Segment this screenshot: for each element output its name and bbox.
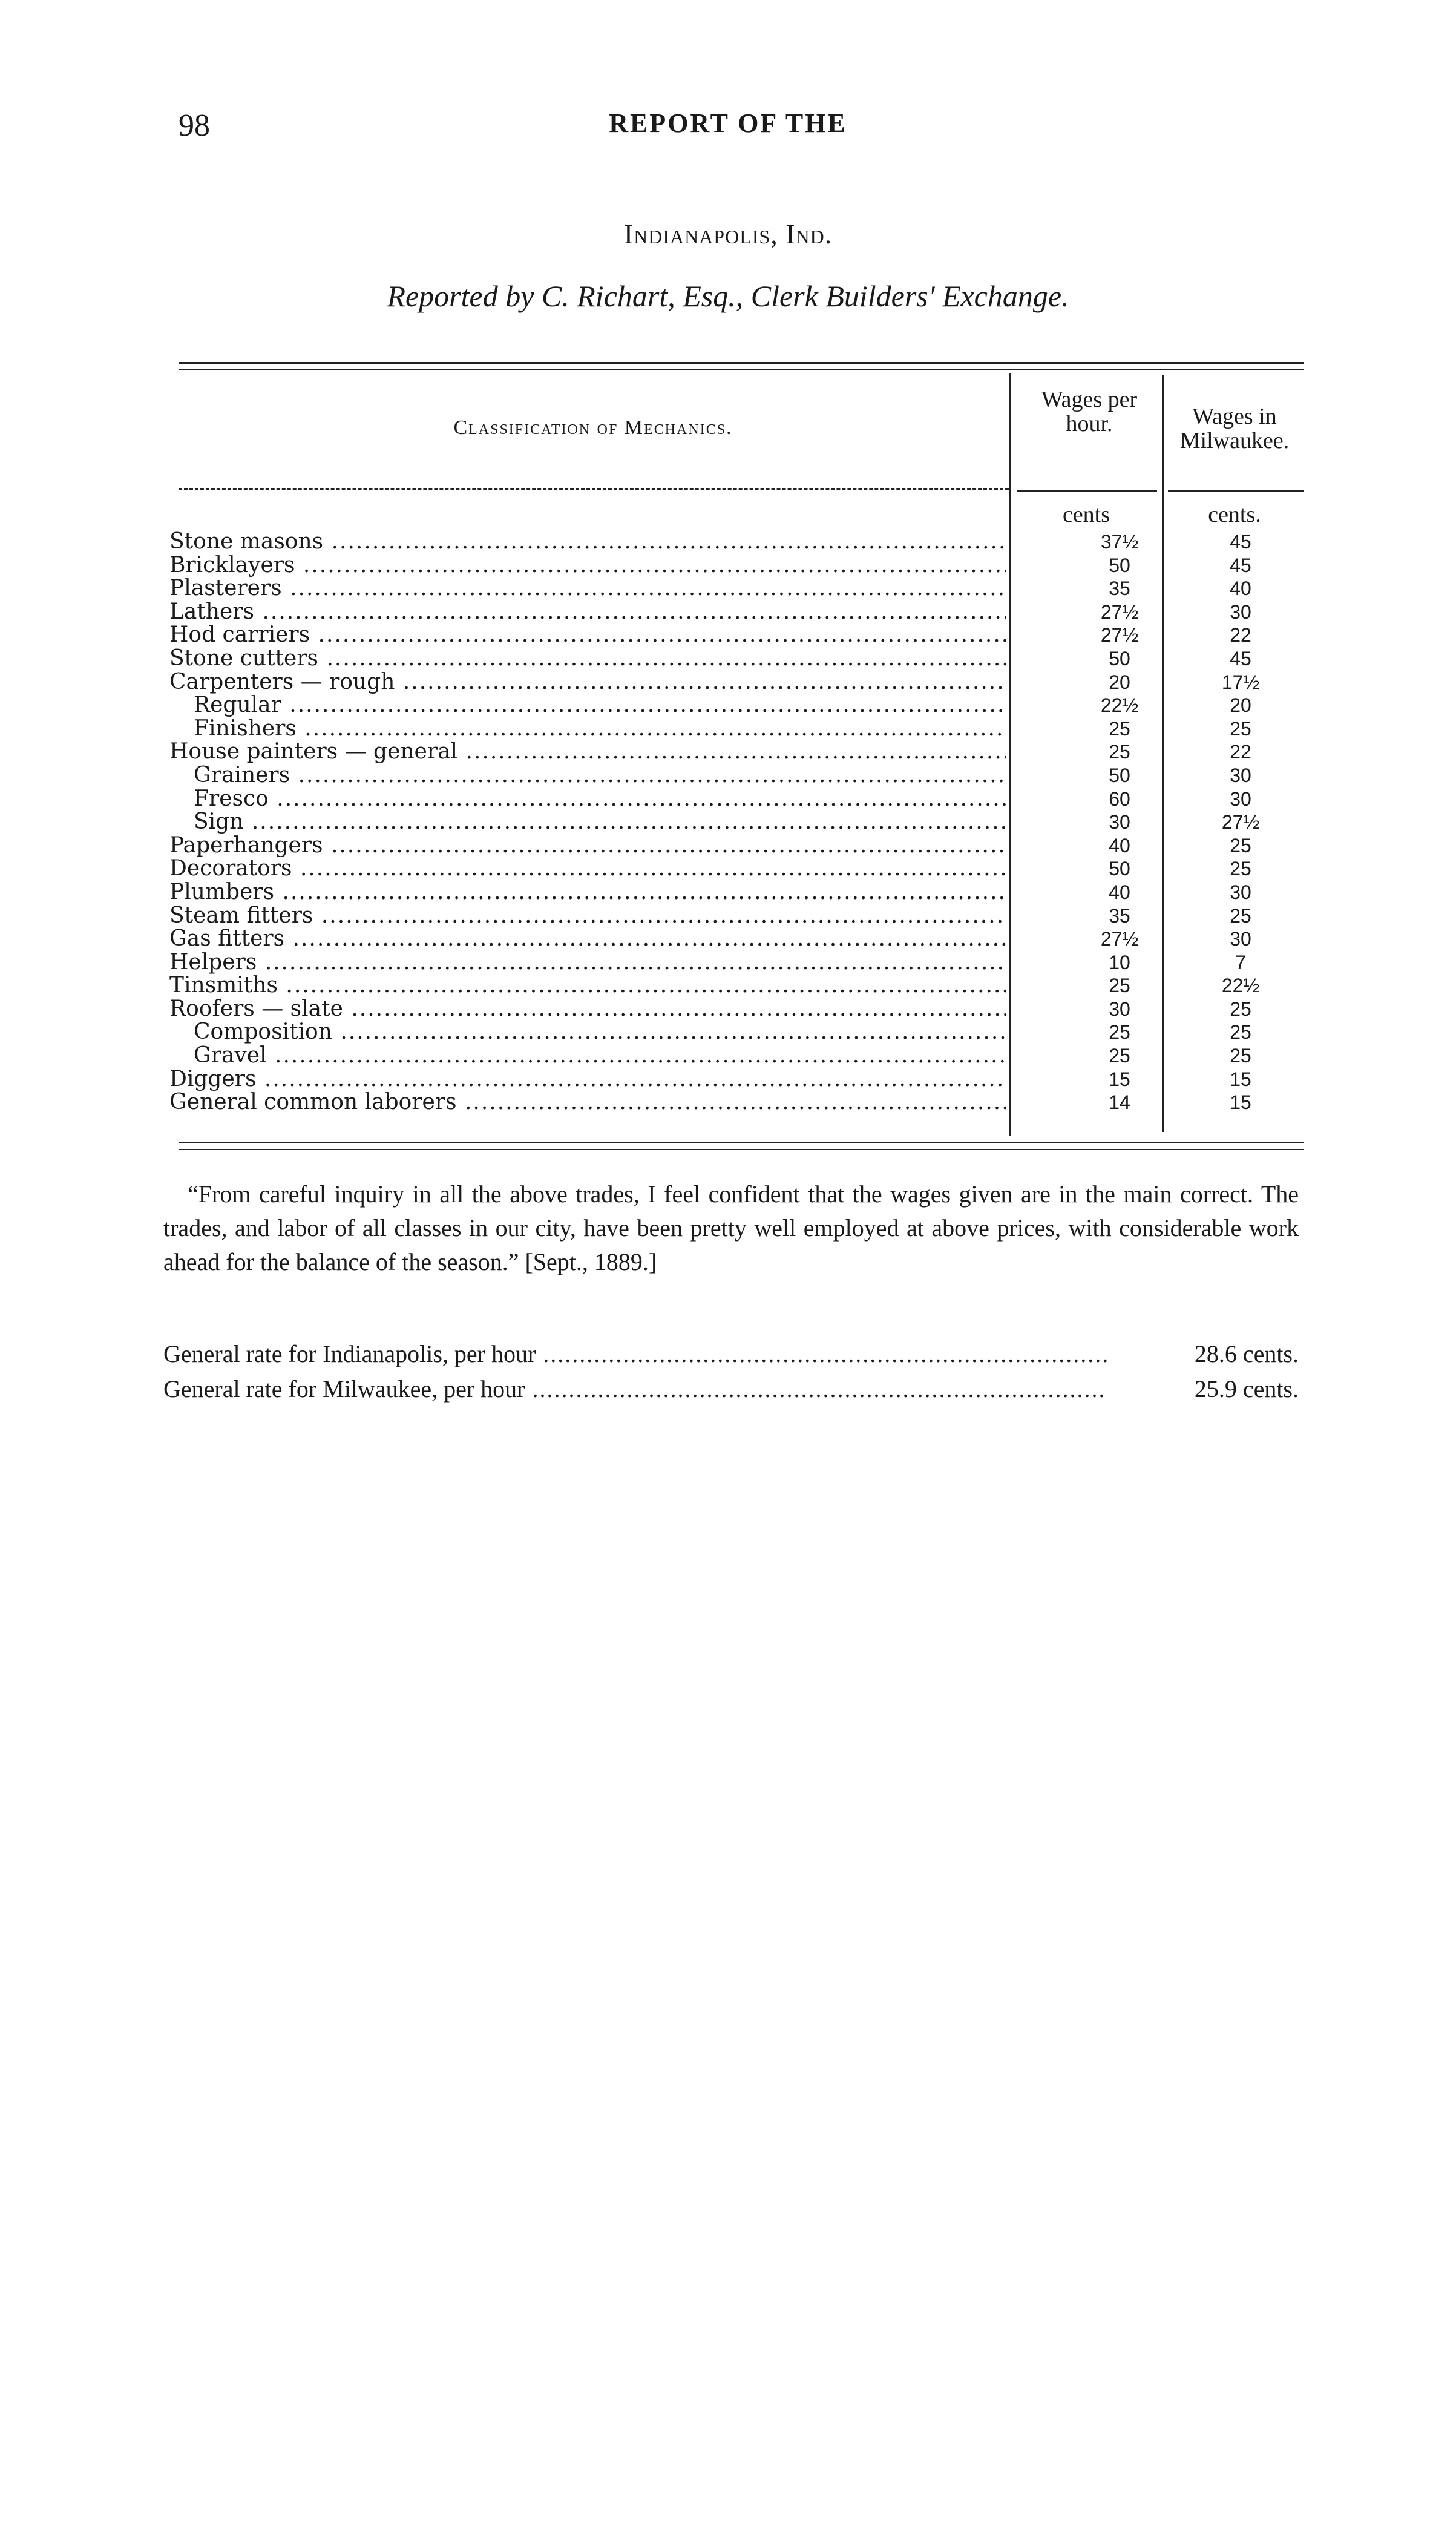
mechanic-classification: Plumbers ..... xyxy=(169,881,1006,904)
table-row xyxy=(169,1044,1307,1068)
table-row xyxy=(169,811,1307,834)
wage-milwaukee: 25 xyxy=(1230,834,1251,857)
wage-milwaukee: 25 xyxy=(1230,717,1251,740)
wage-milwaukee: 17½ xyxy=(1221,671,1260,693)
wage-milwaukee: 25 xyxy=(1230,998,1251,1020)
header-wages-milwaukee: Wages in Milwaukee. xyxy=(1179,404,1290,453)
table-top-rule-inner xyxy=(179,369,1304,370)
mechanic-classification: Lathers ..... xyxy=(169,600,1006,623)
wage-per-hour: 25 xyxy=(1109,975,1130,997)
mechanic-classification: Steam fitters ..... xyxy=(169,904,1006,927)
wage-milwaukee: 22 xyxy=(1230,741,1251,763)
wage-milwaukee: 20 xyxy=(1230,694,1251,717)
wage-per-hour: 25 xyxy=(1109,741,1130,763)
wage-milwaukee: 30 xyxy=(1230,928,1251,950)
table-row xyxy=(169,904,1307,928)
table-row xyxy=(169,554,1307,577)
wage-per-hour: 20 xyxy=(1109,671,1130,693)
table-row xyxy=(169,927,1307,951)
rate-value: 28.6 cents. xyxy=(1190,1339,1299,1369)
mechanic-classification: Roofers — slate ..... xyxy=(169,998,1006,1021)
table-row xyxy=(169,788,1307,811)
rate-line-milwaukee xyxy=(163,1374,1299,1404)
table-row xyxy=(169,647,1307,671)
mechanic-classification: Plasterers ..... xyxy=(169,577,1006,600)
header-classification: Classification of Mechanics. xyxy=(453,416,733,439)
wage-milwaukee: 45 xyxy=(1230,647,1251,669)
wage-milwaukee: 30 xyxy=(1230,600,1251,623)
wage-per-hour: 25 xyxy=(1109,1021,1130,1044)
reporter-line: Reported by C. Richart, Esq., Clerk Builders' Exchange. xyxy=(387,279,1069,313)
mechanic-classification: Hod carriers ..... xyxy=(169,623,1006,646)
table-row xyxy=(169,974,1307,998)
table-row xyxy=(169,623,1307,647)
wage-milwaukee: 15 xyxy=(1230,1068,1251,1090)
wage-milwaukee: 30 xyxy=(1230,881,1251,903)
wage-milwaukee: 25 xyxy=(1230,904,1251,927)
mechanic-classification: Gravel ..... xyxy=(169,1044,1006,1067)
wage-per-hour: 40 xyxy=(1109,834,1130,857)
mechanic-classification: Carpenters — rough ..... xyxy=(169,671,1006,694)
mechanic-classification: Regular ..... xyxy=(169,694,1006,717)
wage-per-hour: 35 xyxy=(1109,577,1130,600)
wage-per-hour: 10 xyxy=(1109,951,1130,973)
header-wages-per-hour: Wages per hour. xyxy=(1041,387,1138,436)
unit-wages-milwaukee: cents. xyxy=(1208,502,1261,527)
rate-label: General rate for Indianapolis, per hour ..... xyxy=(163,1339,1107,1369)
mechanic-classification: Helpers ..... xyxy=(169,951,1006,974)
mechanic-classification: House painters — general ..... xyxy=(169,740,1006,763)
mechanic-classification: Stone masons ..... xyxy=(169,530,1006,553)
wage-per-hour: 50 xyxy=(1109,858,1130,880)
table-row xyxy=(169,998,1307,1021)
rate-value: 25.9 cents. xyxy=(1190,1374,1299,1404)
table-top-rule xyxy=(179,362,1304,364)
wage-milwaukee: 22½ xyxy=(1221,975,1260,997)
header-rule-col1 xyxy=(1017,490,1157,492)
wage-per-hour: 50 xyxy=(1109,764,1130,786)
mechanic-classification: Grainers ..... xyxy=(169,764,1006,787)
table-row xyxy=(169,740,1307,764)
wage-per-hour: 27½ xyxy=(1100,600,1139,623)
rate-line-indianapolis xyxy=(163,1339,1299,1369)
table-row xyxy=(169,1091,1307,1114)
table-row xyxy=(169,834,1307,858)
wage-milwaukee: 15 xyxy=(1230,1091,1251,1114)
mechanic-classification: General common laborers ..... xyxy=(169,1091,1006,1114)
unit-wages-per-hour: cents xyxy=(1062,502,1110,527)
table-row xyxy=(169,671,1307,694)
page-number: 98 xyxy=(179,108,210,143)
wage-milwaukee: 30 xyxy=(1230,764,1251,786)
mechanic-classification: Paperhangers ..... xyxy=(169,834,1006,857)
wage-per-hour: 27½ xyxy=(1100,928,1139,950)
table-row xyxy=(169,530,1307,554)
table-row xyxy=(169,694,1307,717)
wage-milwaukee: 40 xyxy=(1230,577,1251,600)
wage-milwaukee: 25 xyxy=(1230,858,1251,880)
wage-milwaukee: 22 xyxy=(1230,624,1251,646)
mechanic-classification: Finishers ..... xyxy=(169,717,1006,740)
wage-per-hour: 30 xyxy=(1109,811,1130,834)
wage-per-hour: 50 xyxy=(1109,647,1130,669)
wage-milwaukee: 25 xyxy=(1230,1021,1251,1044)
running-head: REPORT OF THE xyxy=(609,108,847,138)
table-row xyxy=(169,577,1307,600)
wage-per-hour: 14 xyxy=(1109,1091,1130,1114)
wage-per-hour: 25 xyxy=(1109,1045,1130,1067)
wage-milwaukee: 45 xyxy=(1230,531,1251,553)
mechanic-classification: Tinsmiths ..... xyxy=(169,974,1006,997)
wage-per-hour: 22½ xyxy=(1100,694,1139,717)
header-rule-col2 xyxy=(1168,490,1304,492)
wage-milwaukee: 27½ xyxy=(1221,811,1260,834)
mechanic-classification: Stone cutters ..... xyxy=(169,647,1006,670)
table-row xyxy=(169,1021,1307,1044)
mechanic-classification: Bricklayers ..... xyxy=(169,554,1006,577)
wage-milwaukee: 25 xyxy=(1230,1045,1251,1067)
wage-per-hour: 27½ xyxy=(1100,624,1139,646)
table-body xyxy=(169,530,1307,1114)
quote-paragraph: “From careful inquiry in all the above trades, I feel confident that the wages given are in the main correct. The trades, and labor of all classes in our city, have been pretty well employed at above prices, with considerable work ahead for the balance of the season.” [Sept., 1889.] xyxy=(163,1180,1299,1275)
wage-per-hour: 37½ xyxy=(1100,531,1139,553)
wage-per-hour: 15 xyxy=(1109,1068,1130,1090)
mechanic-classification: Diggers ..... xyxy=(169,1068,1006,1091)
wage-milwaukee: 7 xyxy=(1235,951,1246,973)
wage-per-hour: 35 xyxy=(1109,904,1130,927)
table-row xyxy=(169,717,1307,741)
mechanic-classification: Gas fitters ..... xyxy=(169,927,1006,950)
place-title: Indianapolis, Ind. xyxy=(623,219,833,249)
wage-per-hour: 50 xyxy=(1109,554,1130,576)
table-bottom-rule-inner xyxy=(179,1149,1304,1150)
table-row xyxy=(169,600,1307,624)
table-row xyxy=(169,951,1307,975)
mechanic-classification: Composition ..... xyxy=(169,1021,1006,1044)
wage-per-hour: 30 xyxy=(1109,998,1130,1020)
wage-milwaukee: 45 xyxy=(1230,554,1251,576)
table-bottom-rule xyxy=(179,1142,1304,1143)
header-rule xyxy=(179,488,1009,490)
wage-per-hour: 40 xyxy=(1109,881,1130,903)
rate-label: General rate for Milwaukee, per hour ..... xyxy=(163,1374,1107,1404)
table-row xyxy=(169,857,1307,881)
mechanic-classification: Fresco ..... xyxy=(169,788,1006,811)
wage-milwaukee: 30 xyxy=(1230,788,1251,810)
table-row xyxy=(169,1068,1307,1091)
wage-per-hour: 25 xyxy=(1109,717,1130,740)
mechanic-classification: Sign ..... xyxy=(169,811,1006,834)
mechanic-classification: Decorators ..... xyxy=(169,857,1006,880)
wage-per-hour: 60 xyxy=(1109,788,1130,810)
table-row xyxy=(169,881,1307,904)
table-row xyxy=(169,764,1307,788)
